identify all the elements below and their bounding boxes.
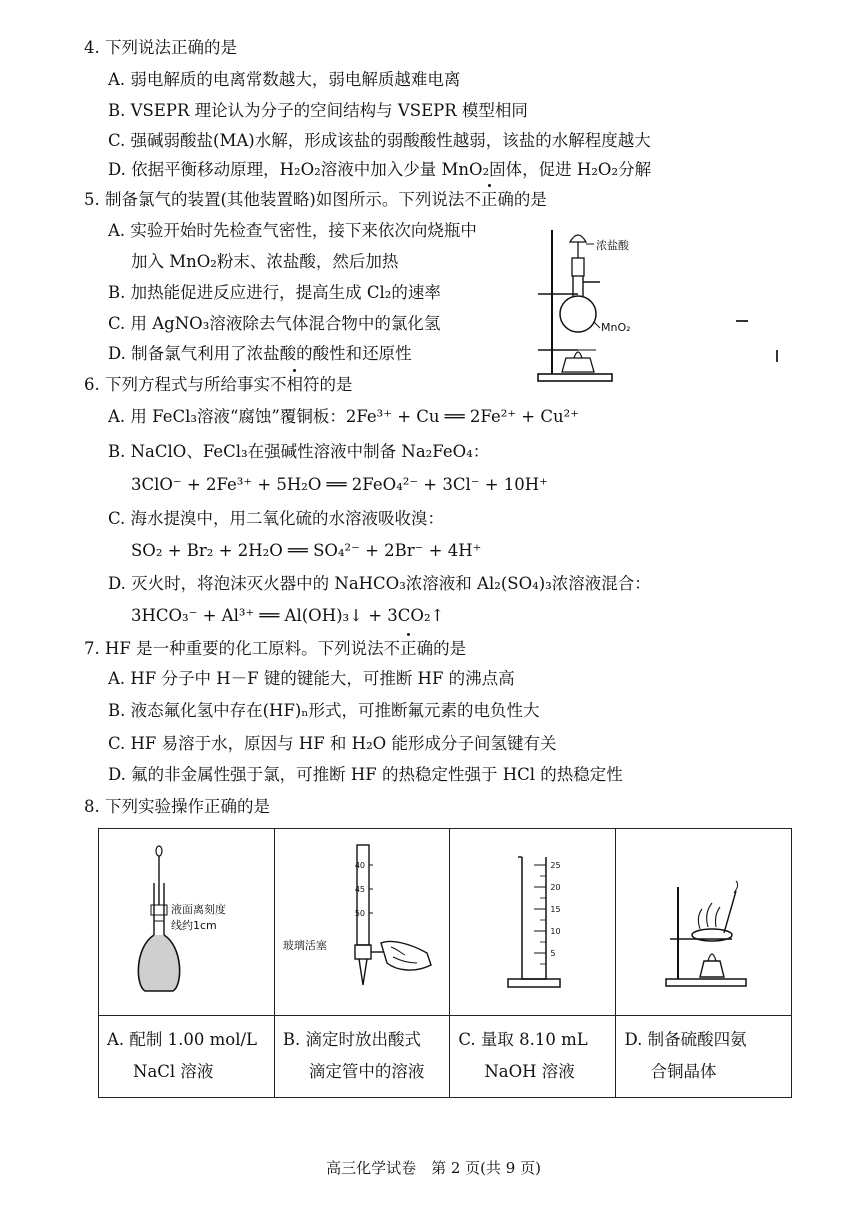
edge-mark (776, 350, 778, 362)
q8-option-b: B. 滴定时放出酸式 滴定管中的溶液 (274, 1016, 450, 1098)
q7-option-d: D. 氟的非金属性强于氯，可推断 HF 的热稳定性强于 HCl 的热稳定性 (108, 765, 623, 784)
q7-option-a: A. HF 分子中 H－F 键的键能大，可推断 HF 的沸点高 (108, 669, 515, 688)
q5-option-b: B. 加热能促进反应进行，提高生成 Cl₂的速率 (108, 283, 441, 302)
burette-figure (331, 843, 441, 993)
mno2-label: MnO₂ (601, 321, 631, 334)
q4-option-b: B. VSEPR 理论认为分子的空间结构与 VSEPR 模型相同 (108, 101, 528, 120)
q8-option-a: A. 配制 1.00 mol/L NaCl 溶液 (99, 1016, 275, 1098)
q6-stem: 6. 下列方程式与所给事实不相符的是 (84, 375, 353, 394)
cylinder-mark-10: 10 (550, 927, 561, 936)
q7-stem: 7. HF 是一种重要的化工原料。下列说法不正确的是 (84, 639, 467, 658)
q6-option-c: C. 海水提溴中，用二氧化硫的水溶液吸收溴： (108, 509, 445, 528)
burette-mark-40: 40 (354, 861, 366, 870)
q5-option-a: A. 实验开始时先检查气密性，接下来依次向烧瓶中 (108, 221, 477, 240)
q7-option-c: C. HF 易溶于水，原因与 HF 和 H₂O 能形成分子间氢键有关 (108, 734, 557, 753)
q4-option-c: C. 强碱弱酸盐(MA)水解，形成该盐的弱酸酸性越弱，该盐的水解程度越大 (108, 131, 651, 150)
q8-stem: 8. 下列实验操作正确的是 (84, 797, 270, 816)
q4-option-a: A. 弱电解质的电离常数越大，弱电解质越难电离 (108, 70, 461, 89)
q5-option-a-cont: 加入 MnO₂粉末、浓盐酸，然后加热 (131, 252, 399, 271)
q6-option-b-equation: 3ClO⁻ + 2Fe³⁺ + 5H₂O ══ 2FeO₄²⁻ + 3Cl⁻ + 10H⁺ (131, 475, 548, 494)
flask-label-line2: 线约1cm (171, 919, 217, 932)
graduated-cylinder-figure (504, 853, 574, 993)
flask-label-line1: 液面离刻度 (171, 903, 226, 916)
q5-option-c: C. 用 AgNO₃溶液除去气体混合物中的氯化氢 (108, 314, 441, 333)
q7-option-b: B. 液态氟化氢中存在(HF)ₙ形式，可推断氟元素的电负性大 (108, 701, 540, 720)
cylinder-mark-15: 15 (550, 905, 561, 914)
hcl-label: 浓盐酸 (596, 239, 629, 252)
q6-option-a: A. 用 FeCl₃溶液“腐蚀”覆铜板：2Fe³⁺ + Cu ══ 2Fe²⁺ + Cu²⁺ (108, 407, 579, 426)
cylinder-mark-25: 25 (550, 861, 561, 870)
q8-options-table (98, 828, 792, 1098)
emphasis-mark: 不相符 (270, 375, 320, 394)
q8-figure-c-cell (450, 829, 616, 1016)
edge-mark (736, 320, 748, 322)
q4-stem: 4. 下列说法正确的是 (84, 38, 237, 57)
evaporation-setup-figure (656, 877, 756, 989)
cylinder-mark-5: 5 (550, 949, 556, 958)
chlorine-apparatus-figure (530, 222, 660, 384)
q6-option-d-equation: 3HCO₃⁻ + Al³⁺ ══ Al(OH)₃↓ + 3CO₂↑ (131, 606, 445, 625)
emphasis-mark: 不正确 (464, 190, 514, 209)
q5-option-d: D. 制备氯气利用了浓盐酸的酸性和还原性 (108, 344, 412, 363)
q6-option-d: D. 灭火时，将泡沫灭火器中的 NaHCO₃浓溶液和 Al₂(SO₄)₃浓溶液混合： (108, 574, 651, 593)
q4-option-d: D. 依据平衡移动原理，H₂O₂溶液中加入少量 MnO₂固体，促进 H₂O₂分解 (108, 160, 652, 179)
emphasis-mark: 不正确 (383, 639, 434, 658)
burette-mark-45: 45 (354, 885, 366, 894)
q8-figure-a-cell (99, 829, 275, 1016)
glass-stopcock-label: 玻璃活塞 (282, 939, 327, 952)
q6-option-b: B. NaClO、FeCl₃在强碱性溶液中制备 Na₂FeO₄： (108, 442, 490, 461)
q8-option-d: D. 制备硫酸四氨 合铜晶体 (616, 1016, 792, 1098)
q5-stem: 5. 制备氯气的装置(其他装置略)如图所示。下列说法不正确的是 (84, 190, 547, 209)
burette-mark-50: 50 (354, 909, 366, 918)
q8-figure-b-cell (274, 829, 450, 1016)
cylinder-mark-20: 20 (550, 883, 561, 892)
q8-option-c: C. 量取 8.10 mL NaOH 溶液 (450, 1016, 616, 1098)
q8-figure-d-cell (616, 829, 792, 1016)
page-footer: 高三化学试卷 第 2 页(共 9 页) (326, 1159, 541, 1177)
q6-option-c-equation: SO₂ + Br₂ + 2H₂O ══ SO₄²⁻ + 2Br⁻ + 4H⁺ (131, 541, 482, 560)
